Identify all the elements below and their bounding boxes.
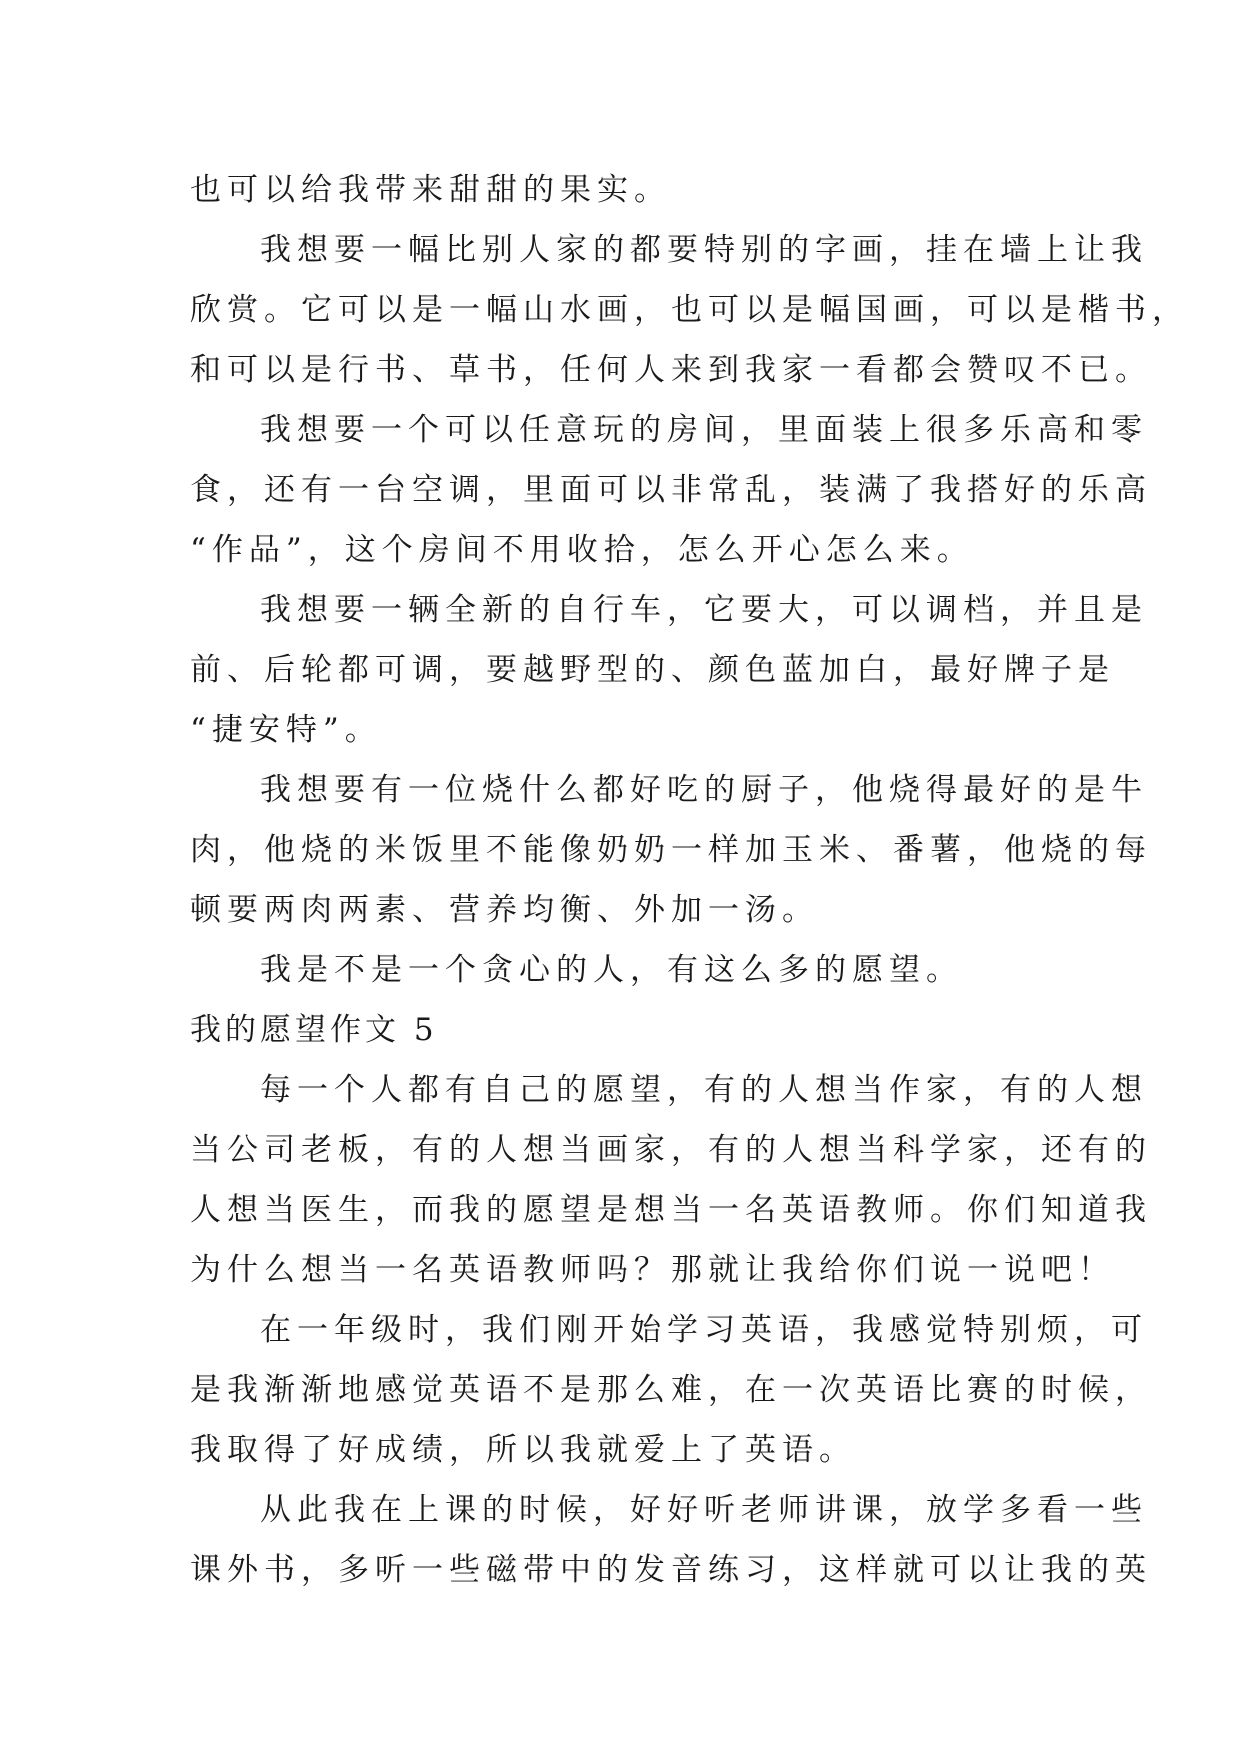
text-line: 我想要一辆全新的自行车，它要大，可以调档，并且是 <box>260 592 1148 628</box>
text-line: 也可以给我带来甜甜的果实。 <box>190 172 671 208</box>
text-line: 我想要有一位烧什么都好吃的厨子，他烧得最好的是牛 <box>260 772 1148 808</box>
text-line: 为什么想当一名英语教师吗？那就让我给你们说一说吧！ <box>190 1252 1115 1288</box>
text-line: 每一个人都有自己的愿望，有的人想当作家，有的人想 <box>260 1072 1148 1108</box>
text-line: 和可以是行书、草书，任何人来到我家一看都会赞叹不已。 <box>190 352 1152 388</box>
text-line: 顿要两肉两素、营养均衡、外加一汤。 <box>190 892 819 928</box>
text-line: 我想要一幅比别人家的都要特别的字画，挂在墙上让我 <box>260 232 1148 268</box>
text-line: 我是不是一个贪心的人，有这么多的愿望。 <box>260 952 963 988</box>
text-line: 食，还有一台空调，里面可以非常乱，装满了我搭好的乐高 <box>190 472 1152 508</box>
text-line: “作品”，这个房间不用收拾，怎么开心怎么来。 <box>190 532 974 568</box>
essay-text-column <box>190 160 1189 1600</box>
text-line: 我想要一个可以任意玩的房间，里面装上很多乐高和零 <box>260 412 1148 448</box>
text-line: 肉，他烧的米饭里不能像奶奶一样加玉米、番薯，他烧的每 <box>190 832 1152 868</box>
text-line: 我取得了好成绩，所以我就爱上了英语。 <box>190 1432 856 1468</box>
text-line: 前、后轮都可调，要越野型的、颜色蓝加白，最好牌子是 <box>190 652 1115 688</box>
text-line: 当公司老板，有的人想当画家，有的人想当科学家，还有的 <box>190 1132 1152 1168</box>
text-line: 课外书，多听一些磁带中的发音练习，这样就可以让我的英 <box>190 1552 1152 1588</box>
text-line: 欣赏。它可以是一幅山水画，也可以是幅国画，可以是楷书， <box>190 292 1189 328</box>
text-line: 人想当医生，而我的愿望是想当一名英语教师。你们知道我 <box>190 1192 1152 1228</box>
text-line: 是我渐渐地感觉英语不是那么难，在一次英语比赛的时候， <box>190 1372 1152 1408</box>
section-heading: 我的愿望作文 5 <box>190 1012 438 1048</box>
text-line: 在一年级时，我们刚开始学习英语，我感觉特别烦，可 <box>260 1312 1148 1348</box>
text-line: 从此我在上课的时候，好好听老师讲课，放学多看一些 <box>260 1492 1148 1528</box>
text-line: “捷安特”。 <box>190 712 382 748</box>
